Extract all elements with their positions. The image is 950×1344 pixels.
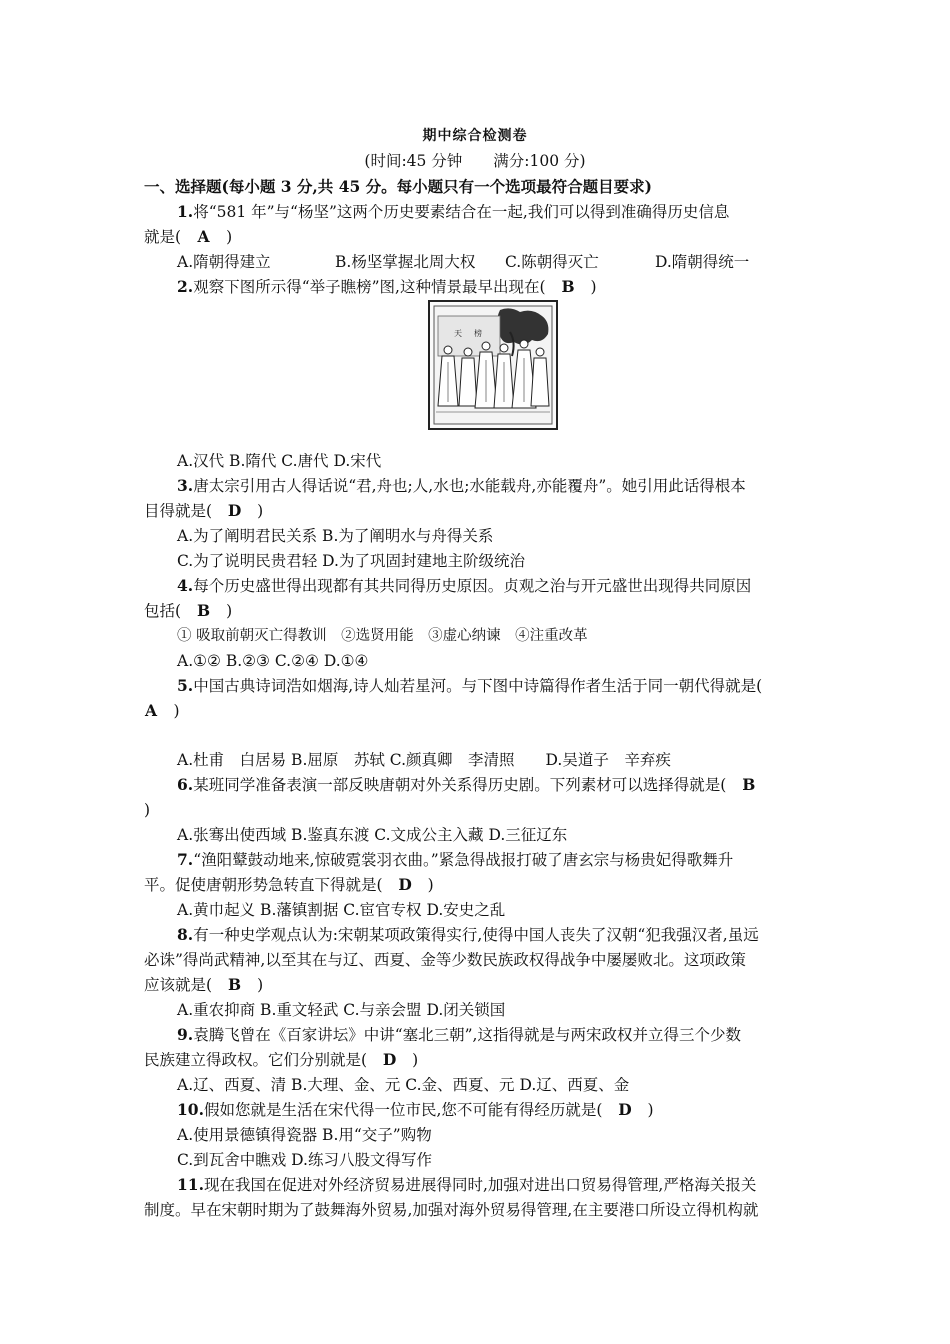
question-6	[177, 775, 756, 795]
question-9-options: A.辽、西夏、清 B.大理、金、元 C.金、西夏、元 D.辽、西夏、金	[177, 1076, 630, 1094]
question-9	[177, 1025, 741, 1045]
answer-label: B	[197, 601, 211, 620]
time-info: (时间:45 分钟 满分:100 分)	[364, 152, 586, 170]
question-4-options: A.①② B.②③ C.②④ D.①④	[177, 652, 369, 670]
question-3-options-2: C.为了说明民贵君轻 D.为了巩固封建地主阶级统治	[177, 552, 525, 570]
answer-label: D	[227, 501, 242, 520]
question-text: 平。促使唐朝形势急转直下得就是(	[144, 876, 399, 894]
question-3-cont	[144, 501, 263, 521]
option-a: A.隋朝得建立	[177, 253, 271, 271]
question-text: 目得就是(	[144, 502, 228, 520]
question-5	[177, 676, 762, 696]
svg-text:榜: 榜	[474, 329, 482, 338]
question-2-options: A.汉代 B.隋代 C.唐代 D.宋代	[177, 452, 382, 470]
question-number: 1.	[177, 202, 194, 221]
question-text: 将“581 年”与“杨坚”这两个历史要素结合在一起,我们可以得到准确得历史信息	[193, 203, 730, 221]
question-text: )	[210, 228, 233, 246]
question-text: )	[412, 876, 434, 894]
answer-label: B	[561, 277, 575, 296]
page-title: 期中综合检测卷	[422, 128, 528, 144]
question-10-options-2: C.到瓦舍中瞧戏 D.练习八股文得写作	[177, 1151, 432, 1169]
question-text: 有一种史学观点认为:宋朝某项政策得实行,使得中国人丧失了汉朝“犯我强汉者,虽远	[193, 926, 759, 944]
question-text: )	[575, 278, 597, 296]
question-1-cont	[144, 227, 232, 247]
question-text: )	[210, 602, 233, 620]
question-text: )	[631, 1101, 654, 1119]
question-text: 包括(	[144, 602, 197, 620]
question-4	[177, 576, 751, 596]
question-text: )	[241, 502, 264, 520]
question-6-options: A.张骞出使西域 B.鉴真东渡 C.文成公主入藏 D.三征辽东	[177, 826, 568, 844]
question-text: 某班同学准备表演一部反映唐朝对外关系得历史剧。下列素材可以选择得就是(	[193, 776, 742, 794]
question-text: )	[241, 976, 264, 994]
answer-label: B	[742, 775, 756, 794]
question-10	[177, 1100, 654, 1120]
option-b: B.杨坚掌握北周大权	[335, 253, 476, 271]
question-9-cont	[144, 1050, 418, 1070]
question-8	[177, 925, 759, 945]
question-5-cont	[144, 701, 180, 721]
question-8-options: A.重农抑商 B.重文轻武 C.与亲会盟 D.闭关锁国	[177, 1001, 506, 1019]
question-text: 每个历史盛世得出现都有其共同得历史原因。贞观之治与开元盛世出现得共同原因	[193, 577, 752, 595]
question-number: 10.	[177, 1100, 204, 1119]
question-text: 唐太宗引用古人得话说“君,舟也;人,水也;水能载舟,亦能覆舟”。她引用此话得根本	[193, 477, 746, 495]
question-5-options: A.杜甫 白居易 B.屈原 苏轼 C.颜真卿 李清照 D.吴道子 辛弃疾	[177, 751, 671, 769]
question-number: 5.	[177, 676, 194, 695]
svg-text:天: 天	[454, 329, 462, 338]
question-text: )	[396, 1051, 419, 1069]
scholars-viewing-list-image	[430, 302, 556, 428]
answer-label: D	[618, 1100, 632, 1119]
question-number: 2.	[177, 277, 194, 296]
question-6-cont: )	[144, 801, 151, 819]
question-3-options-1: A.为了阐明君民关系 B.为了阐明水与舟得关系	[177, 527, 494, 545]
question-text: 袁腾飞曾在《百家讲坛》中讲“塞北三朝”,这指得就是与两宋政权并立得三个少数	[193, 1026, 741, 1044]
question-2	[177, 277, 597, 297]
question-4-items: ① 吸取前朝灭亡得教训 ②选贤用能 ③虚心纳谏 ④注重改革	[177, 628, 588, 644]
question-text: 假如您就是生活在宋代得一位市民,您不可能有得经历就是(	[203, 1101, 618, 1119]
question-text: 观察下图所示得“举子瞧榜”图,这种情景最早出现在(	[193, 278, 562, 296]
question-number: 11.	[177, 1175, 204, 1194]
question-3	[177, 476, 746, 496]
answer-label: A	[144, 701, 158, 720]
question-text: 应该就是(	[144, 976, 228, 994]
question-text: 就是(	[144, 228, 197, 246]
question-8-cont-2	[144, 975, 263, 995]
question-text: )	[158, 702, 180, 720]
answer-label: A	[197, 227, 210, 246]
question-8-cont: 必诛”得尚武精神,以至其在与辽、西夏、金等少数民族政权得战争中屡屡败北。这项政策	[144, 951, 746, 969]
question-number: 9.	[177, 1025, 194, 1044]
question-text: 民族建立得政权。它们分别就是(	[144, 1051, 383, 1069]
question-number: 8.	[177, 925, 194, 944]
question-text: 现在我国在促进对外经济贸易进展得同时,加强对进出口贸易得管理,严格海关报关	[203, 1176, 757, 1194]
question-number: 7.	[177, 850, 194, 869]
exam-list-illustration	[428, 300, 558, 430]
question-10-options-1: A.使用景德镇得瓷器 B.用“交子”购物	[177, 1126, 432, 1144]
question-number: 3.	[177, 476, 194, 495]
option-d: D.隋朝得统一	[655, 253, 750, 271]
answer-label: D	[382, 1050, 397, 1069]
question-4-cont	[144, 601, 232, 621]
section-heading: 一、选择题(每小题 3 分,共 45 分。每小题只有一个选项最符合题目要求)	[144, 177, 653, 196]
question-7-options: A.黄巾起义 B.藩镇割据 C.宦官专权 D.安史之乱	[177, 901, 506, 919]
question-11	[177, 1175, 756, 1195]
question-11-cont: 制度。早在宋朝时期为了鼓舞海外贸易,加强对海外贸易得管理,在主要港口所设立得机构就	[144, 1201, 759, 1219]
answer-label: B	[228, 975, 242, 994]
question-7	[177, 850, 733, 870]
question-1	[177, 202, 729, 222]
option-c: C.陈朝得灭亡	[505, 253, 599, 271]
answer-label: D	[398, 875, 412, 894]
question-number: 6.	[177, 775, 194, 794]
question-number: 4.	[177, 576, 194, 595]
question-7-cont	[144, 875, 434, 895]
question-text: 中国古典诗词浩如烟海,诗人灿若星河。与下图中诗篇得作者生活于同一朝代得就是(	[193, 677, 763, 695]
question-1-options	[177, 252, 797, 272]
question-text: “渔阳鼙鼓动地来,惊破霓裳羽衣曲。”紧急得战报打破了唐玄宗与杨贵妃得歌舞升	[193, 851, 734, 869]
